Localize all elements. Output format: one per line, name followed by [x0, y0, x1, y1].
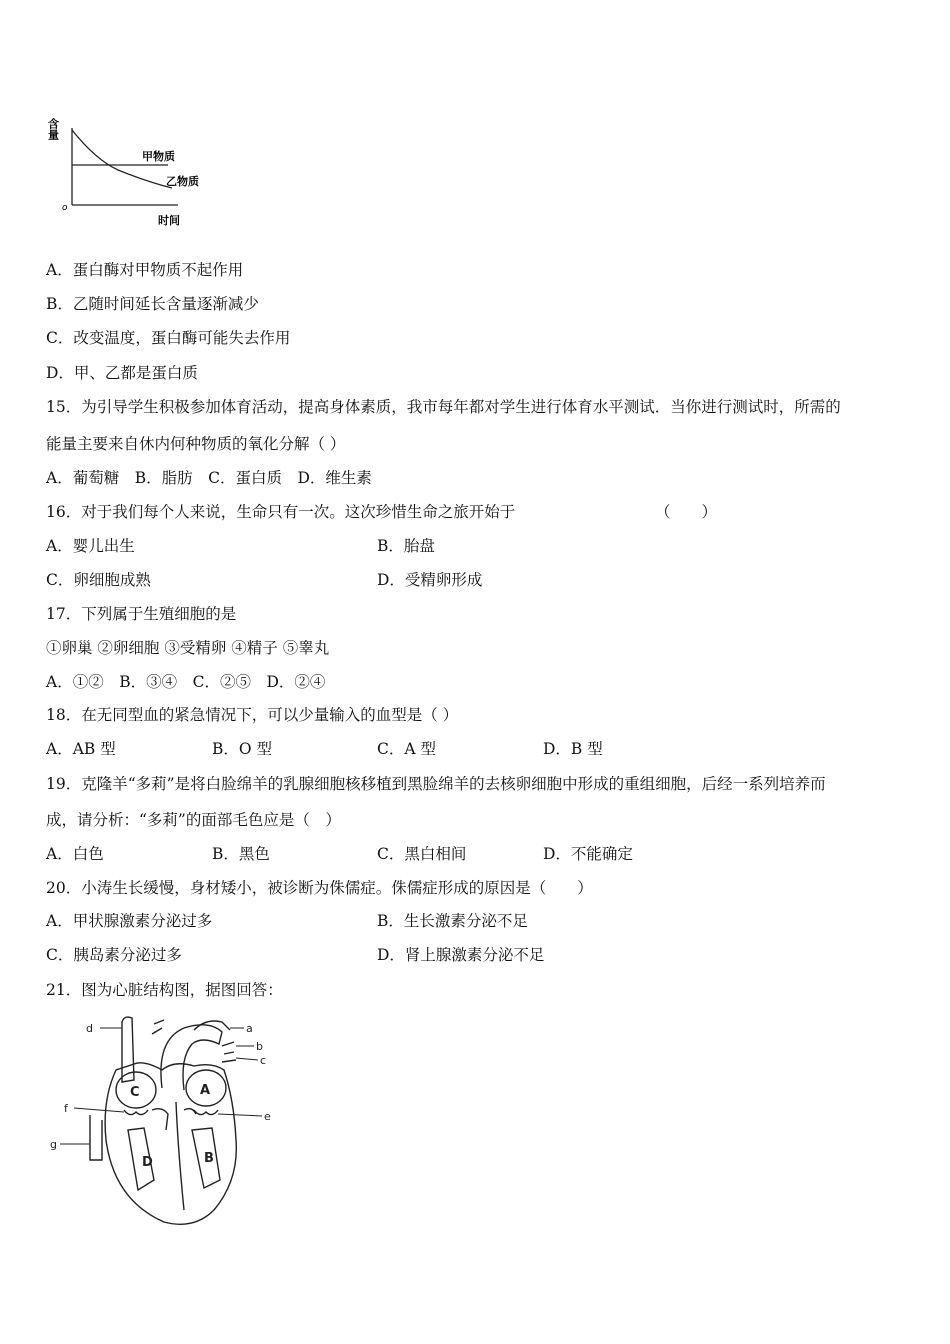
- heart-label-a: a: [246, 1022, 253, 1035]
- chamber-label-B: B: [204, 1151, 214, 1166]
- aorta: [161, 1025, 222, 1090]
- chamber-label-A: A: [200, 1083, 211, 1098]
- q18-option-c: C．A 型: [377, 740, 436, 758]
- q15-stem-line2: 能量主要来自休内何种物质的氧化分解（ ）: [46, 435, 346, 453]
- q16-option-d: D．受精卵形成: [377, 571, 483, 589]
- x-axis-label: 时间: [158, 214, 180, 227]
- q19-option-a: A．白色: [46, 845, 104, 863]
- content-time-graph: [48, 100, 218, 235]
- q18-stem: 18．在无同型血的紧急情况下，可以少量输入的血型是（ ）: [46, 706, 459, 724]
- heart-outline: [105, 1063, 236, 1224]
- pulmonary-veins: [222, 1042, 236, 1062]
- q16-stem: 16．对于我们每个人来说，生命只有一次。这次珍惜生命之旅开始于: [46, 503, 516, 521]
- septum: [176, 1102, 184, 1210]
- q20-option-c: C．胰岛素分泌过多: [46, 946, 182, 964]
- q15-options: A．葡萄糖 B．脂肪 C．蛋白质 D．维生素: [46, 469, 372, 487]
- q14-option-b: B．乙随时间延长含量逐渐减少: [46, 295, 259, 313]
- q17-options: A．①② B．③④ C．②⑤ D．②④: [46, 673, 326, 691]
- q18-option-d: D．B 型: [543, 740, 603, 758]
- q18-option-b: B．O 型: [212, 740, 273, 758]
- heart-label-g: g: [50, 1138, 57, 1151]
- curve-jia-label: 甲物质: [142, 150, 175, 163]
- inferior-vena-cava: [90, 1115, 102, 1160]
- q14-option-d: D．甲、乙都是蛋白质: [46, 364, 198, 382]
- q18-option-a: A．AB 型: [46, 740, 116, 758]
- chamber-label-C: C: [130, 1085, 140, 1100]
- heart-label-f: f: [64, 1102, 68, 1115]
- q14-option-c: C．改变温度，蛋白酶可能失去作用: [46, 329, 291, 347]
- q17-stem: 17．下列属于生殖细胞的是: [46, 605, 237, 623]
- origin-label: o: [62, 203, 68, 213]
- q16-option-a: A．婴儿出生: [46, 537, 135, 555]
- y-axis-label: 含量: [46, 118, 60, 140]
- curve-yi-label: 乙物质: [166, 175, 199, 188]
- heart-label-e: e: [264, 1110, 271, 1123]
- q19-option-c: C．黑白相间: [377, 845, 467, 863]
- q16-option-b: B．胎盘: [377, 537, 435, 555]
- chamber-label-D: D: [142, 1155, 153, 1170]
- heart-label-b: b: [256, 1040, 263, 1053]
- q16-option-c: C．卵细胞成熟: [46, 571, 151, 589]
- q20-option-d: D．肾上腺激素分泌不足: [377, 946, 545, 964]
- heart-label-c: c: [260, 1054, 267, 1067]
- heart-structure-diagram: [44, 1010, 284, 1235]
- q21-stem: 21．图为心脏结构图，据图回答：: [46, 981, 283, 999]
- q16-blank: （ ）: [655, 503, 718, 521]
- q15-stem-line1: 15．为引导学生积极参加体育活动，提高身体素质，我市每年都对学生进行体育水平测试．当你进行测试时，所需的: [46, 398, 841, 416]
- q17-items: ①卵巢 ②卵细胞 ③受精卵 ④精子 ⑤睾丸: [46, 639, 330, 657]
- q20-option-b: B．生长激素分泌不足: [377, 912, 528, 930]
- q14-option-a: A．蛋白酶对甲物质不起作用: [46, 261, 244, 279]
- q19-stem-line1: 19．克隆羊“多莉”是将白脸绵羊的乳腺细胞核移植到黑脸绵羊的去核卵细胞中形成的重组细胞，后经一系列培养而: [46, 775, 826, 793]
- q19-stem-line2: 成，请分析：“多莉”的面部毛色应是（ ）: [46, 811, 341, 829]
- q19-option-d: D．不能确定: [543, 845, 633, 863]
- q19-option-b: B．黑色: [212, 845, 270, 863]
- heart-label-d: d: [86, 1022, 93, 1035]
- q20-stem: 20．小涛生长缓慢，身材矮小，被诊断为侏儒症。侏儒症形成的原因是（ ）: [46, 879, 593, 897]
- q20-option-a: A．甲状腺激素分泌过多: [46, 912, 213, 930]
